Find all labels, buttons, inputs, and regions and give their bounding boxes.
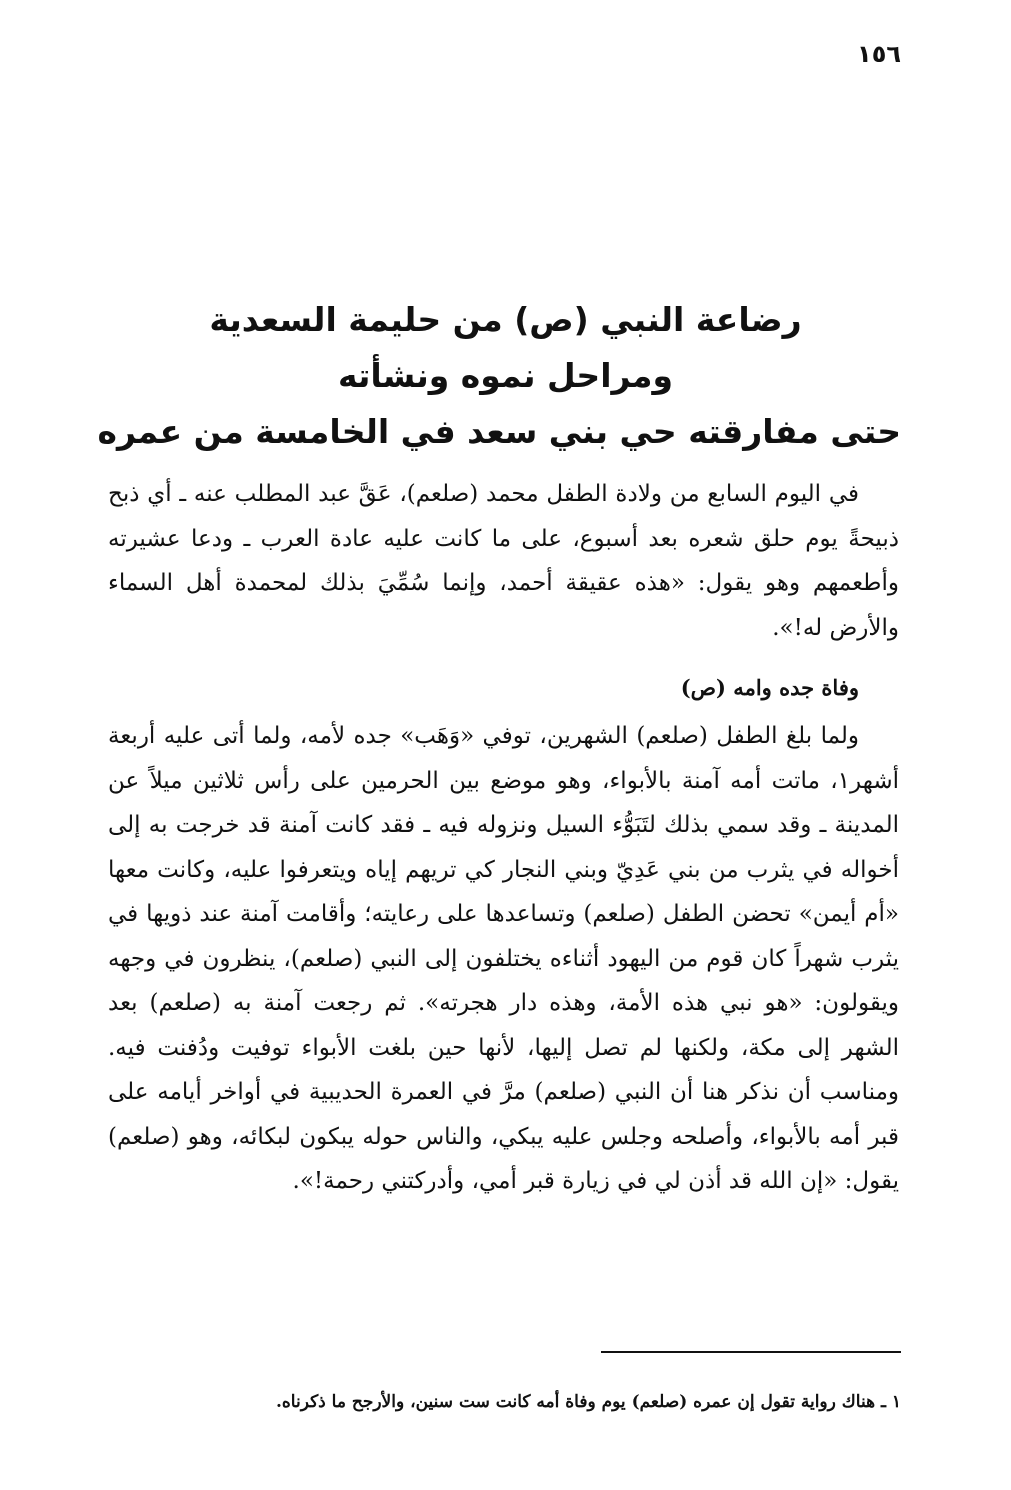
paragraph-death-of-mother: ولما بلغ الطفل (صلعم) الشهرين، توفي «وَهَب» جده لأمه، ولما أتى عليه أربعة أشهر١، ماتت أمه آمنة بالأبواء، وهو موضع بين الحرمين على رأس ثلاثين ميلاً عن المدينة ـ وقد سمي بذلك لتَبَوُّء السيل ونزوله فيه ـ فقد كانت آمنة قد خرجت به إلى أخواله في يثرب من بني عَدِيّ وبني النجار كي تريهم إياه ويتعرفوا عليه، وكانت معها «أم أيمن» تحضن الطفل (صلعم) وتساعدها على رعايته؛ وأقامت آمنة عند ذويها في يثرب شهراً كان قوم من اليهود أثناءه يختلفون إلى النبي (صلعم)، ينظرون في وجهه ويقولون: «هو نبي هذه الأمة، وهذه دار هجرته». ثم رجعت آمنة به (صلعم) بعد الشهر إلى مكة، ولكنها لم تصل إليها، لأنها حين بلغت الأبواء توفيت ودُفنت فيه. ومناسب أن نذكر هنا أن النبي (صلعم) مرَّ في العمرة الحديبية في أواخر أيامه على قبر أمه بالأبواء، وأصلحه وجلس عليه يبكي، والناس حوله يبكون لبكائه، وهو (صلعم) يقول: «إن الله قد أذن لي في زيارة قبر أمي، وأدركتني رحمة!». [108, 723, 899, 1194]
footnote-divider [601, 1351, 901, 1353]
paragraph-aqiqa: في اليوم السابع من ولادة الطفل محمد (صلعم)، عَقَّ عبد المطلب عنه ـ أي ذبح ذبيحةً يوم حلق شعره بعد أسبوع، على ما كانت عليه عادة العرب ـ ودعا عشيرته وأطعمهم وهو يقول: «هذه عقيقة أحمد، وإنما سُمِّيَ بذلك لمحمدة أهل السماء والأرض له!». [108, 481, 899, 641]
page-number: ١٥٦ [857, 40, 901, 68]
footnote: ١ ـ هناك رواية تقول إن عمره (صلعم) يوم وفاة أمه كانت ست سنين، والأرجح ما ذكرناه. [275, 1392, 901, 1412]
body-text [108, 472, 899, 1204]
chapter-title [97, 292, 901, 460]
chapter-title-line-1: رضاعة النبي (ص) من حليمة السعدية [209, 300, 802, 339]
chapter-title-line-3: حتى مفارقته حي بني سعد في الخامسة من عمره [97, 412, 901, 451]
section-heading: وفاة جده وامه (ص) [680, 675, 859, 700]
chapter-title-line-2: ومراحل نموه ونشأته [338, 356, 673, 395]
